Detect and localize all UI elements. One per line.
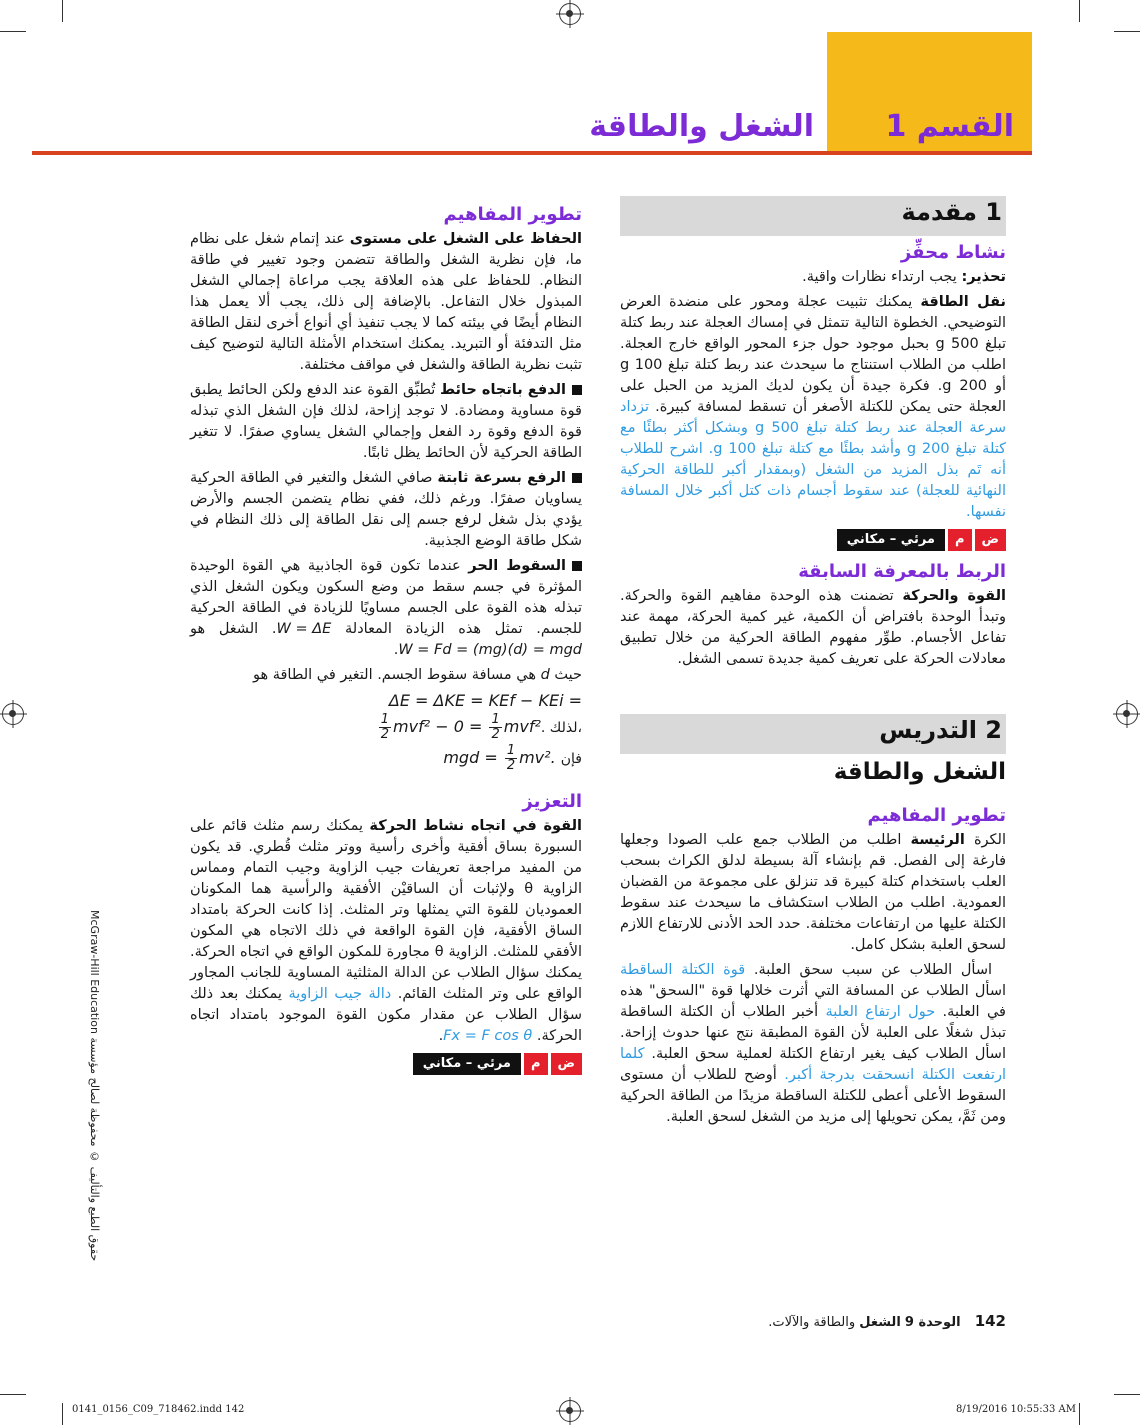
crop-mark: [1114, 1394, 1140, 1395]
answer-text: حول ارتفاع العلبة: [825, 1004, 936, 1020]
slug-timestamp: 8/19/2016 10:55:33 AM: [956, 1404, 1077, 1415]
answer-text: دالة جيب الزاوية: [288, 986, 398, 1002]
fraction: [379, 713, 391, 742]
section-title: 2 التدريس: [879, 716, 1002, 744]
bullet-text: عندما تكون قوة الجاذبية هي القوة الوحيدة المؤثرة في جسم سقط من وضع السكون ويكون الشغل الذي تبذله هذه القوة على الجسم مساويًا للزيادة في الطاقة الحركية للجسم. تمثل هذه الزيادة المعادلة: [190, 558, 583, 637]
energy-transfer-paragraph: [620, 292, 1006, 523]
bullet-label: الرفع بسرعة ثابتة: [437, 470, 566, 486]
variable-d: d: [540, 667, 550, 683]
warning-paragraph: [620, 267, 1006, 288]
equation-mgd: [190, 744, 582, 773]
registration-mark-icon: [2, 703, 24, 725]
fraction: [489, 713, 501, 742]
badge-level: ض: [551, 1053, 583, 1075]
equation-work: W = Fd = (mg)(d) = mgd: [398, 642, 582, 658]
crop-mark: [62, 0, 63, 22]
crop-mark: [1079, 1403, 1080, 1425]
bullet-text: صافي الشغل والتغير في الطاقة الحركية يساويان صفرًا. ورغم ذلك، ففي نظام يتضمن الجسم والأرض يؤدي بذل شغل لرفع جسم إلى نقل الطاقة إلى ذلك النظام في شكل طاقة الوضع الجذبية.: [190, 470, 582, 549]
bullet-text: تُطبِّق القوة عند الدفع ولكن الحائط يطبق قوة مساوية ومضادة. لا توجد إزاحة، لذلك فإن الشغل الذي تبذله قوة الدفع وقوة رد الفعل وإجمالي الشغل يساوي صفرًا. لا تتغير الطاقة الحركية لأن الحائط يظل ثابتًا.: [190, 382, 582, 461]
conservation-text: عند إتمام شغل على نظام ما، فإن نظرية الشغل والطاقة تتضمن وجود تغيير في طاقة النظام. للحفاظ على هذه العلاقة يجب مراعاة إجمالي الشغل المبذول خلال التفاعل. بالإضافة إلى ذلك، يجب ألا يعمل هذا النظام أيضًا في بيئته كما لا يجب تنفيذ أي أنواع أخرى لنقل الطاقة مثل التدفئة أو التبريد. يمكنك استخدام الأمثلة التالية لتوضيح كيف تثبت نظرية الطاقة والشغل في مواقف مختلفة.: [190, 231, 582, 373]
equation-connector: . لذلك،: [540, 720, 582, 736]
engage-heading: نشاط محفِّز: [900, 242, 1006, 263]
equation-part: mvf² − 0 =: [393, 717, 483, 736]
equation-part: mv²: [519, 748, 551, 767]
badge-level: م: [524, 1053, 548, 1075]
can-crush-paragraph: [620, 960, 1006, 1128]
concepts-heading: تطوير المفاهيم: [443, 204, 582, 225]
bullet-lift: [190, 468, 582, 552]
badge-level: ض: [975, 529, 1007, 551]
section-subtitle: الشغل والطاقة: [833, 759, 1006, 785]
chapter-header: [32, 100, 1032, 152]
pulley-intro: الكرة: [973, 832, 1007, 848]
bullet-wall: [190, 380, 582, 464]
copyright-text: حقوق الطبع والتأليف © محفوظة لصالح مؤسسة McGraw-Hill Education: [88, 910, 101, 1262]
badge-level: م: [948, 529, 972, 551]
bullet-square-icon: [572, 561, 582, 571]
pulley-label: الرئيسة: [910, 832, 965, 848]
fraction-denominator: 2: [506, 758, 516, 773]
bullet-label: السقوط الحر: [468, 558, 566, 574]
chapter-title: الشغل والطاقة: [589, 109, 814, 144]
equation-kinetic: [190, 713, 582, 742]
page-footer: [620, 1312, 1006, 1330]
equation-part: mvf²: [503, 717, 541, 736]
crop-mark: [0, 31, 26, 32]
answer-equation: Fx = F cos θ: [443, 1028, 533, 1044]
bullet-label: الدفع باتجاه حائط: [439, 382, 566, 398]
fraction-numerator: 1: [506, 743, 516, 758]
bullet-square-icon: [572, 473, 582, 483]
equation-connector: . الشغل هو: [190, 621, 277, 637]
prior-knowledge-paragraph: [620, 586, 1006, 670]
crop-mark: [62, 1403, 63, 1425]
unit-label: الوحدة 9: [904, 1315, 961, 1330]
reinforce-paragraph: [190, 816, 582, 1047]
answer-text: قوة الكتلة الساقطة: [620, 962, 746, 978]
paragraph-text: أوضح للطلاب أن مستوى السقوط الأعلى أعطى للكتلة الساقطة مزيدًا من الطاقة الحركية ومن ثَمَّ، يمكن تحويلها إلى مزيد من الشغل لسحق العلبة.: [620, 1067, 1006, 1125]
warning-text: يجب ارتداء نظارات واقية.: [802, 269, 962, 285]
prior-knowledge-label: القوة والحركة: [902, 588, 1006, 604]
equation-delta-e: ΔE = ΔKE = KEf − KEi =: [388, 691, 582, 710]
prior-knowledge-heading: الربط بالمعرفة السابقة: [798, 561, 1006, 582]
punctuation: .: [438, 1028, 444, 1044]
section-bar: [620, 714, 1006, 754]
registration-mark-icon: [559, 1400, 581, 1422]
equation-part: mgd =: [443, 748, 498, 767]
reinforce-text: يمكنك بعد ذلك سؤال الطلاب عن مقدار مكون القوة الموجود بامتداد اتجاه الحركة.: [190, 986, 582, 1044]
conservation-paragraph: [190, 229, 582, 376]
registration-mark-icon: [1116, 703, 1138, 725]
header-rule: [32, 151, 1032, 155]
paragraph-text: اسأل الطلاب عن المسافة التي أثرت خلالها قوة "السحق" هذه في العلبة.: [620, 983, 1006, 1020]
right-column: [620, 196, 1006, 1132]
fraction: [505, 744, 517, 773]
crop-mark: [1114, 31, 1140, 32]
unit-title-rest: والطاقة والآلات.: [768, 1315, 856, 1330]
copyright-sidebar: [88, 910, 108, 1262]
learning-style-badges: [190, 1053, 582, 1075]
unit-title: الشغل: [859, 1315, 901, 1330]
punctuation: .: [550, 748, 556, 767]
bullet-square-icon: [572, 385, 582, 395]
slug-filename: 0141_0156_C09_718462.indd 142: [72, 1404, 245, 1415]
fraction-denominator: 2: [491, 727, 500, 742]
paragraph-text: حيث: [549, 667, 582, 683]
energy-transfer-answer: تزداد سرعة العجلة عند ربط كتلة تبلغ 500 g وبشكل أكثر بطئًا مع كتلة تبلغ 200 g وأشد بطئًا مع كتلة تبلغ 100 g. اشرح للطلاب أنه تَم بذل المزيد من الشغل (وبمقدار أكبر للطاقة الحركية النهائية للعجلة) عند سقوط أجسام ذات كتل أكبر خلال المسافة نفسها.: [620, 399, 1007, 520]
learning-style-badges: [620, 529, 1006, 551]
pulley-text: اطلب من الطلاب جمع علب الصودا وجعلها فارغة إلى الفصل. قم بإنشاء آلة بسيطة لدلق الكراث بسحب العلب باستخدام كتلة كبيرة قد تنزلق على مجموعة من القضبان العمودية. اطلب من الطلاب استكشاف ما سيحدث عند سقوط الكتلة عليها من ارتفاعات مختلفة. حدد الحد الأدنى للارتفاع اللازم لسحق العلبة بشكل كامل.: [620, 832, 1006, 953]
crop-mark: [1079, 0, 1080, 22]
prior-knowledge-text: تضمنت هذه الوحدة مفاهيم القوة والحركة. وتبدأ الوحدة بافتراض أن الكمية، غير كمية الحركة، مهمة عند تفاعل الأجسام. طوِّر مفهوم الطاقة الحركية من خلال تطبيق معادلات الحركة على تعريف كمية جديدة تسمى الشغل.: [620, 588, 1006, 667]
answer-text: كلما ارتفعت الكتلة انسحقت بدرجة أكبر.: [620, 1046, 1006, 1083]
reinforce-label: القوة في اتجاه نشاط الحركة: [369, 818, 582, 834]
energy-transfer-label: نقل الطاقة: [920, 294, 1006, 310]
page-number: 142: [974, 1312, 1006, 1330]
where-paragraph: [190, 665, 582, 686]
pulley-paragraph: [620, 830, 1006, 956]
warning-label: تحذير:: [961, 269, 1006, 285]
energy-transfer-text: يمكنك تثبيت عجلة ومحور على منضدة العرض التوضيحي. الخطوة التالية تتمثل في إمساك العجلة عند ربط كتلة تبلغ 500 g بحبل موجود حول جزء المحور الواقع خارج العجلة. اطلب من الطلاب استنتاج ما سيحدث عند ربط كتلة تبلغ 100 g أو 200 g. فكرة جيدة أن يكون لديك المزيد من الحبل على العجلة حتى يمكن للكتلة الأصغر أن تسقط لمسافة كبيرة.: [620, 294, 1007, 415]
fraction-denominator: 2: [380, 727, 390, 742]
paragraph-text: أخبر الطلاب أن الكتلة الساقطة تبذل شغلًا على العلبة لأن القوة المطبقة نتج عنها حدوث إزاحة. اسأل الطلاب كيف يغير ارتفاع الكتلة لعملية سحق العلبة.: [620, 1004, 1006, 1062]
reinforce-text: يمكنك رسم مثلث قائم على السبورة بساق أفقية وأخرى رأسية ووتر مثلث قُطري. قد يكون من المفيد مراجعة تعريفات جيب الزاوية وجيب التمام ومماس الزاوية θ ولإثبات أن الساقيْن الأفقية والرأسية هما المكونان العموديان للقوة التي يمثلها وتر المثلث. إذا كانت الحركة بامتداد الساق الأفقية، فإن القوة الواقعة في ذلك الاتجاه هي المكون الأفقي للمثلث. الزاوية θ مجاورة للمكون الواقع في اتجاه الحركة. يمكنك سؤال الطلاب عن الدالة المثلثية المساوية للجانب المجاور الواقع على وتر المثلث القائم.: [190, 818, 583, 1002]
equation-connector: فإن: [560, 751, 582, 767]
registration-mark-icon: [559, 3, 581, 25]
section-title: 1 مقدمة: [901, 198, 1002, 226]
punctuation: .: [393, 642, 399, 658]
fraction-numerator: 1: [491, 712, 500, 727]
paragraph-text: اسأل الطلاب عن سبب سحق العلبة.: [745, 962, 993, 978]
bullet-free-fall: [190, 556, 582, 661]
section-bar: [620, 196, 1006, 236]
badge-style: مرئي – مكاني: [413, 1053, 521, 1075]
conservation-label: الحفاظ على الشغل على مستوى: [349, 231, 582, 247]
equation-work-energy: W = ΔE: [276, 621, 332, 637]
crop-mark: [0, 1394, 26, 1395]
left-column: [190, 202, 582, 1085]
lesson-label: القسم 1: [885, 109, 1014, 144]
fraction-numerator: 1: [380, 712, 390, 727]
concepts-heading: تطوير المفاهيم: [867, 805, 1006, 826]
reinforce-heading: التعزيز: [522, 791, 582, 812]
badge-style: مرئي – مكاني: [837, 529, 945, 551]
paragraph-text: هي مسافة سقوط الجسم. التغير في الطاقة هو: [252, 667, 541, 683]
